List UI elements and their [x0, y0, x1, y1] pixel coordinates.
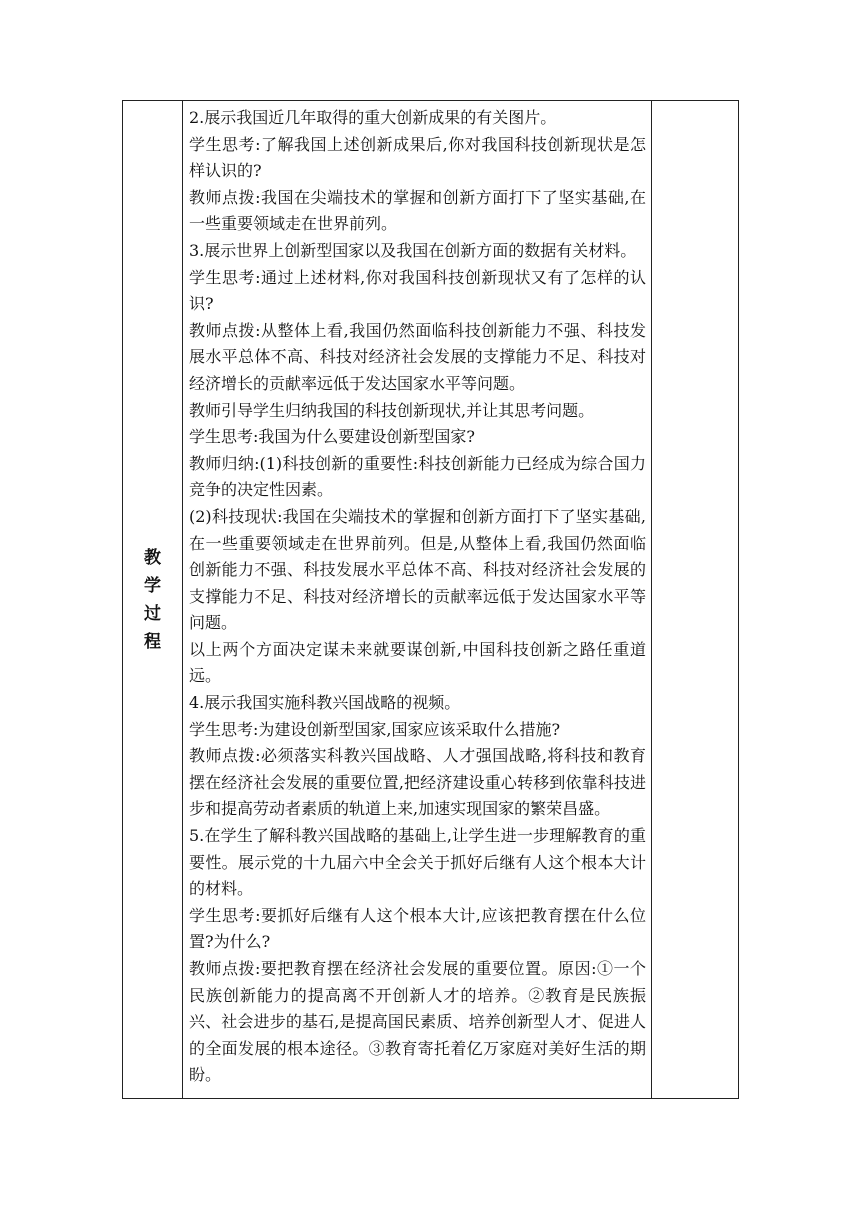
paragraph: 教师点拨:必须落实科教兴国战略、人才强国战略,将科技和教育摆在经济社会发展的重要位置,把经济建设重心转移到依靠科技进步和提高劳动者素质的轨道上来,加速实现国家的繁荣昌盛。	[189, 746, 646, 819]
paragraph: (2)科技现状:我国在尖端技术的掌握和创新方面打下了坚实基础,在一些重要领域走在世界前列。但是,从整体上看,我国仍然面临创新能力不强、科技发展水平总体不高、科技对经济社会发展的支撑能力不足、科技对经济增长的贡献率远低于发达国家水平等问题。	[189, 506, 646, 633]
paragraph: 教师归纳:(1)科技创新的重要性:科技创新能力已经成为综合国力竞争的决定性因素。	[189, 453, 646, 500]
paragraph: 学生思考:为建设创新型国家,国家应该采取什么措施?	[189, 719, 561, 739]
section-label: 教学过程	[144, 547, 161, 652]
paragraph: 学生思考:我国为什么要建设创新型国家?	[189, 427, 475, 447]
paragraph: 教师点拨:我国在尖端技术的掌握和创新方面打下了坚实基础,在一些重要领域走在世界前列。	[189, 187, 646, 234]
teaching-content-cell	[183, 101, 652, 1099]
paragraph: 学生思考:通过上述材料,你对我国科技创新现状又有了怎样的认识?	[189, 267, 646, 314]
section-label-cell	[123, 101, 183, 1099]
paragraph: 教师引导学生归纳我国的科技创新现状,并让其思考问题。	[189, 400, 595, 420]
paragraph: 教师点拨:要把教育摆在经济社会发展的重要位置。原因:①一个民族创新能力的提高离不开创新人才的培养。②教育是民族振兴、社会进步的基石,是提高国民素质、培养创新型人才、促进人的全面发展的根本途径。③教育寄托着亿万家庭对美好生活的期盼。	[189, 959, 646, 1085]
lesson-plan-table	[122, 100, 739, 1099]
notes-cell	[652, 101, 739, 1099]
paragraph: 5.在学生了解科教兴国战略的基础上,让学生进一步理解教育的重要性。展示党的十九届六中全会关于抓好后继有人这个根本大计的材料。	[189, 826, 646, 899]
teaching-content	[183, 101, 651, 1089]
paragraph: 2.展示我国近几年取得的重大创新成果的有关图片。	[189, 108, 557, 127]
paragraph: 教师点拨:从整体上看,我国仍然面临科技创新能力不强、科技发展水平总体不高、科技对经济社会发展的支撑能力不足、科技对经济增长的贡献率远低于发达国家水平等问题。	[189, 320, 646, 393]
table-row	[123, 101, 739, 1099]
paragraph: 以上两个方面决定谋未来就要谋创新,中国科技创新之路任重道远。	[189, 639, 646, 686]
paragraph: 学生思考:要抓好后继有人这个根本大计,应该把教育摆在什么位置?为什么?	[189, 905, 646, 952]
paragraph: 学生思考:了解我国上述创新成果后,你对我国科技创新现状是怎样认识的?	[189, 134, 646, 181]
paragraph: 4.展示我国实施科教兴国战略的视频。	[189, 693, 461, 713]
paragraph: 3.展示世界上创新型国家以及我国在创新方面的数据有关材料。	[189, 240, 637, 260]
